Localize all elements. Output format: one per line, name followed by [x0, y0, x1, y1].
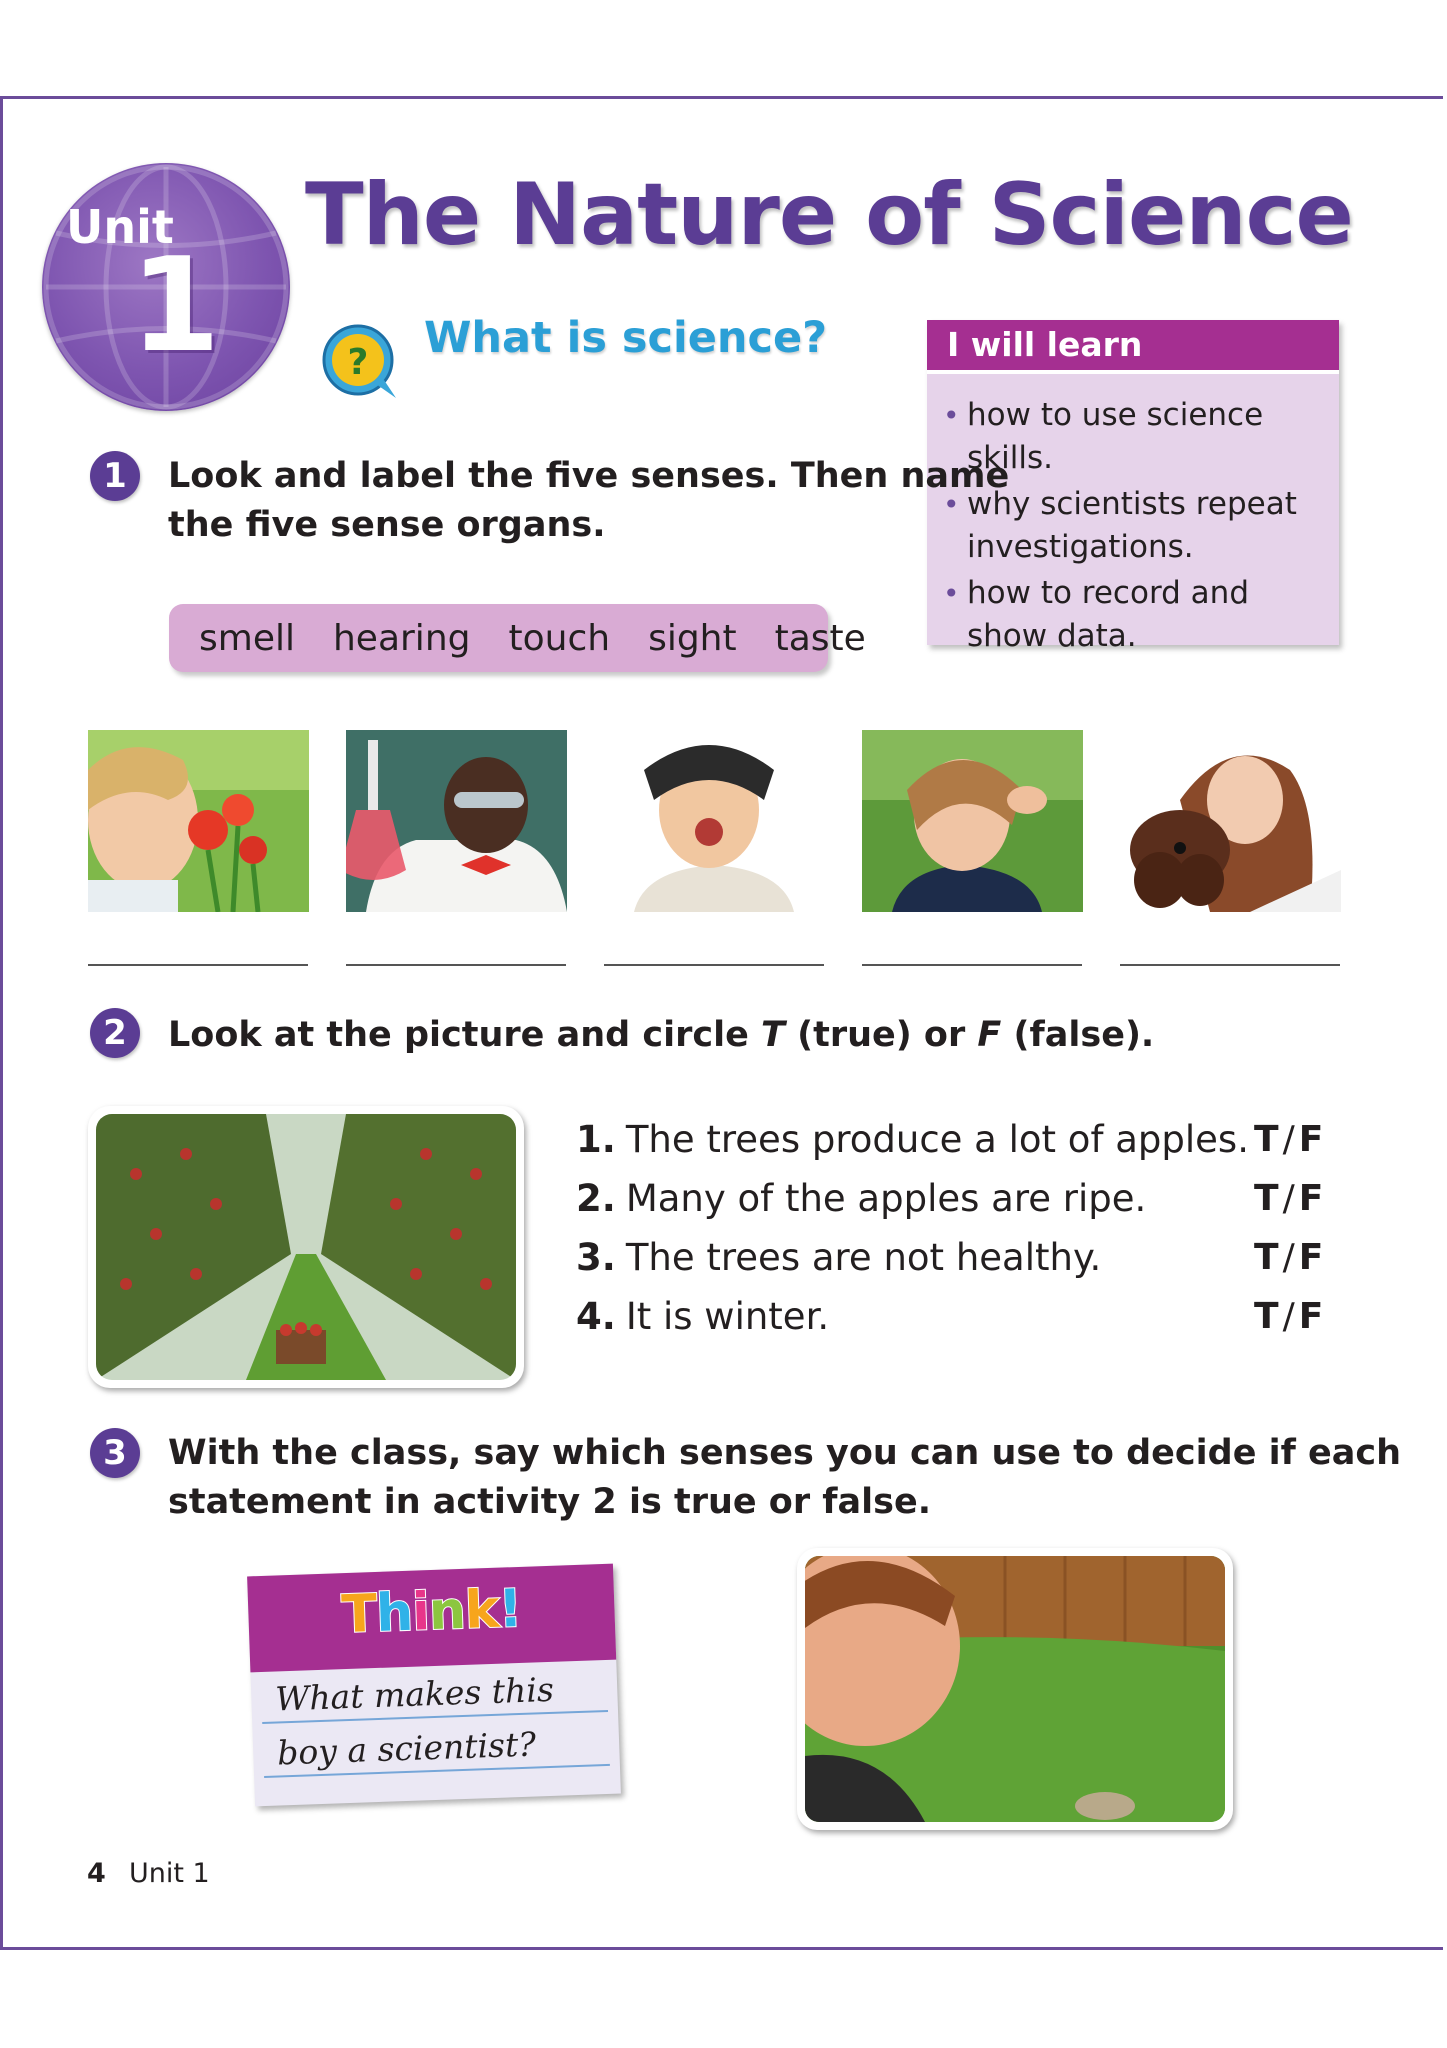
big-question-icon: [318, 318, 404, 400]
page-title: The Nature of Science: [305, 165, 1353, 265]
think-prompt-line: boy a scientist?: [276, 1724, 537, 1773]
statement-number: 3.: [576, 1236, 616, 1279]
statement-text: It is winter.: [625, 1295, 830, 1338]
think-heading: [248, 1576, 616, 1649]
activity-3-number: 3: [90, 1428, 140, 1478]
word-bank-item: hearing: [332, 617, 471, 659]
choice-slash: /: [1282, 1178, 1295, 1219]
learning-goal-item: • how to use science skills.: [941, 394, 1327, 480]
page-number: 4: [87, 1858, 106, 1889]
learning-goal-item: • why scientists repeat investigations.: [941, 483, 1327, 569]
true-option[interactable]: T: [1254, 1178, 1279, 1219]
think-card-body: [250, 1660, 620, 1807]
think-letter: h: [375, 1582, 414, 1644]
answer-line[interactable]: [1120, 964, 1340, 966]
false-option[interactable]: F: [1298, 1119, 1324, 1160]
svg-text:?: ?: [347, 342, 369, 383]
activity-1-instruction-line: Look and label the five senses. Then name: [168, 456, 1010, 496]
statement-1: [576, 1118, 1249, 1161]
false-option[interactable]: F: [1298, 1296, 1324, 1337]
true-false-choice-3: [1254, 1237, 1323, 1278]
photo-girl-listening: [862, 730, 1083, 912]
photo-boy-looking-at-flask: [346, 730, 567, 912]
photo-boy-in-grass: [797, 1548, 1233, 1830]
word-bank-item: taste: [774, 617, 866, 659]
word-bank: [169, 604, 866, 672]
activity-1-instruction-line: the five sense organs.: [168, 505, 606, 545]
activity-3-instruction-line: With the class, say which senses you can use to decide if each: [168, 1433, 1402, 1473]
answer-line[interactable]: [346, 964, 566, 966]
statement-number: 4.: [576, 1295, 616, 1338]
photo-girl-petting-dog: [1120, 730, 1341, 912]
false-word: (false).: [1001, 1015, 1155, 1055]
statement-text: The trees are not healthy.: [625, 1236, 1102, 1279]
true-false-choice-1: [1254, 1119, 1323, 1160]
statement-number: 2.: [576, 1177, 616, 1220]
unit-number: 1: [130, 229, 221, 381]
true-letter: T: [761, 1015, 785, 1055]
think-prompt-line: What makes this: [274, 1669, 555, 1719]
activity-1-instruction: [168, 452, 1009, 550]
big-question: What is science?: [424, 313, 828, 363]
statement-number: 1.: [576, 1118, 616, 1161]
false-option[interactable]: F: [1298, 1178, 1324, 1219]
choice-slash: /: [1282, 1296, 1295, 1337]
statement-3: [576, 1236, 1101, 1279]
true-option[interactable]: T: [1254, 1119, 1279, 1160]
footer-unit-label: Unit 1: [129, 1858, 210, 1889]
true-false-choice-2: [1254, 1178, 1323, 1219]
activity-1-number: 1: [90, 451, 140, 501]
choice-slash: /: [1282, 1237, 1295, 1278]
answer-line[interactable]: [862, 964, 1082, 966]
activity-2-instruction: [168, 1011, 1154, 1060]
learning-goals-heading: I will learn: [927, 320, 1339, 374]
answer-line[interactable]: [604, 964, 824, 966]
think-card: [247, 1564, 621, 1807]
photo-boy-tasting-fruit: [604, 730, 825, 912]
answer-line[interactable]: [88, 964, 308, 966]
think-letter: k: [463, 1579, 500, 1641]
activity-2-instruction-text: Look at the picture and circle: [168, 1015, 762, 1055]
think-letter: T: [340, 1583, 378, 1646]
think-letter: !: [497, 1578, 523, 1640]
learning-goal-item: • how to record and show data.: [941, 572, 1327, 658]
word-bank-item: sight: [648, 617, 737, 659]
statement-4: [576, 1295, 829, 1338]
true-option[interactable]: T: [1254, 1296, 1279, 1337]
true-option[interactable]: T: [1254, 1237, 1279, 1278]
photo-apple-orchard: [88, 1106, 524, 1388]
true-word: (true) or: [784, 1015, 978, 1055]
activity-2-number: 2: [90, 1008, 140, 1058]
think-letter: i: [411, 1582, 431, 1643]
photo-child-smelling-flowers: [88, 730, 309, 912]
word-bank-item: smell: [199, 617, 295, 659]
activity-3-instruction-line: statement in activity 2 is true or false.: [168, 1482, 932, 1522]
true-false-choice-4: [1254, 1296, 1323, 1337]
choice-slash: /: [1282, 1119, 1295, 1160]
false-option[interactable]: F: [1298, 1237, 1324, 1278]
activity-3-instruction: [168, 1429, 1401, 1527]
false-letter: F: [977, 1015, 1002, 1055]
unit-label: Unit: [66, 200, 174, 254]
statement-2: [576, 1177, 1146, 1220]
think-letter: n: [427, 1580, 467, 1643]
statement-text: Many of the apples are ripe.: [625, 1177, 1147, 1220]
word-bank-item: touch: [508, 617, 611, 659]
statement-text: The trees produce a lot of apples.: [625, 1118, 1249, 1161]
think-card-header: [247, 1564, 616, 1673]
